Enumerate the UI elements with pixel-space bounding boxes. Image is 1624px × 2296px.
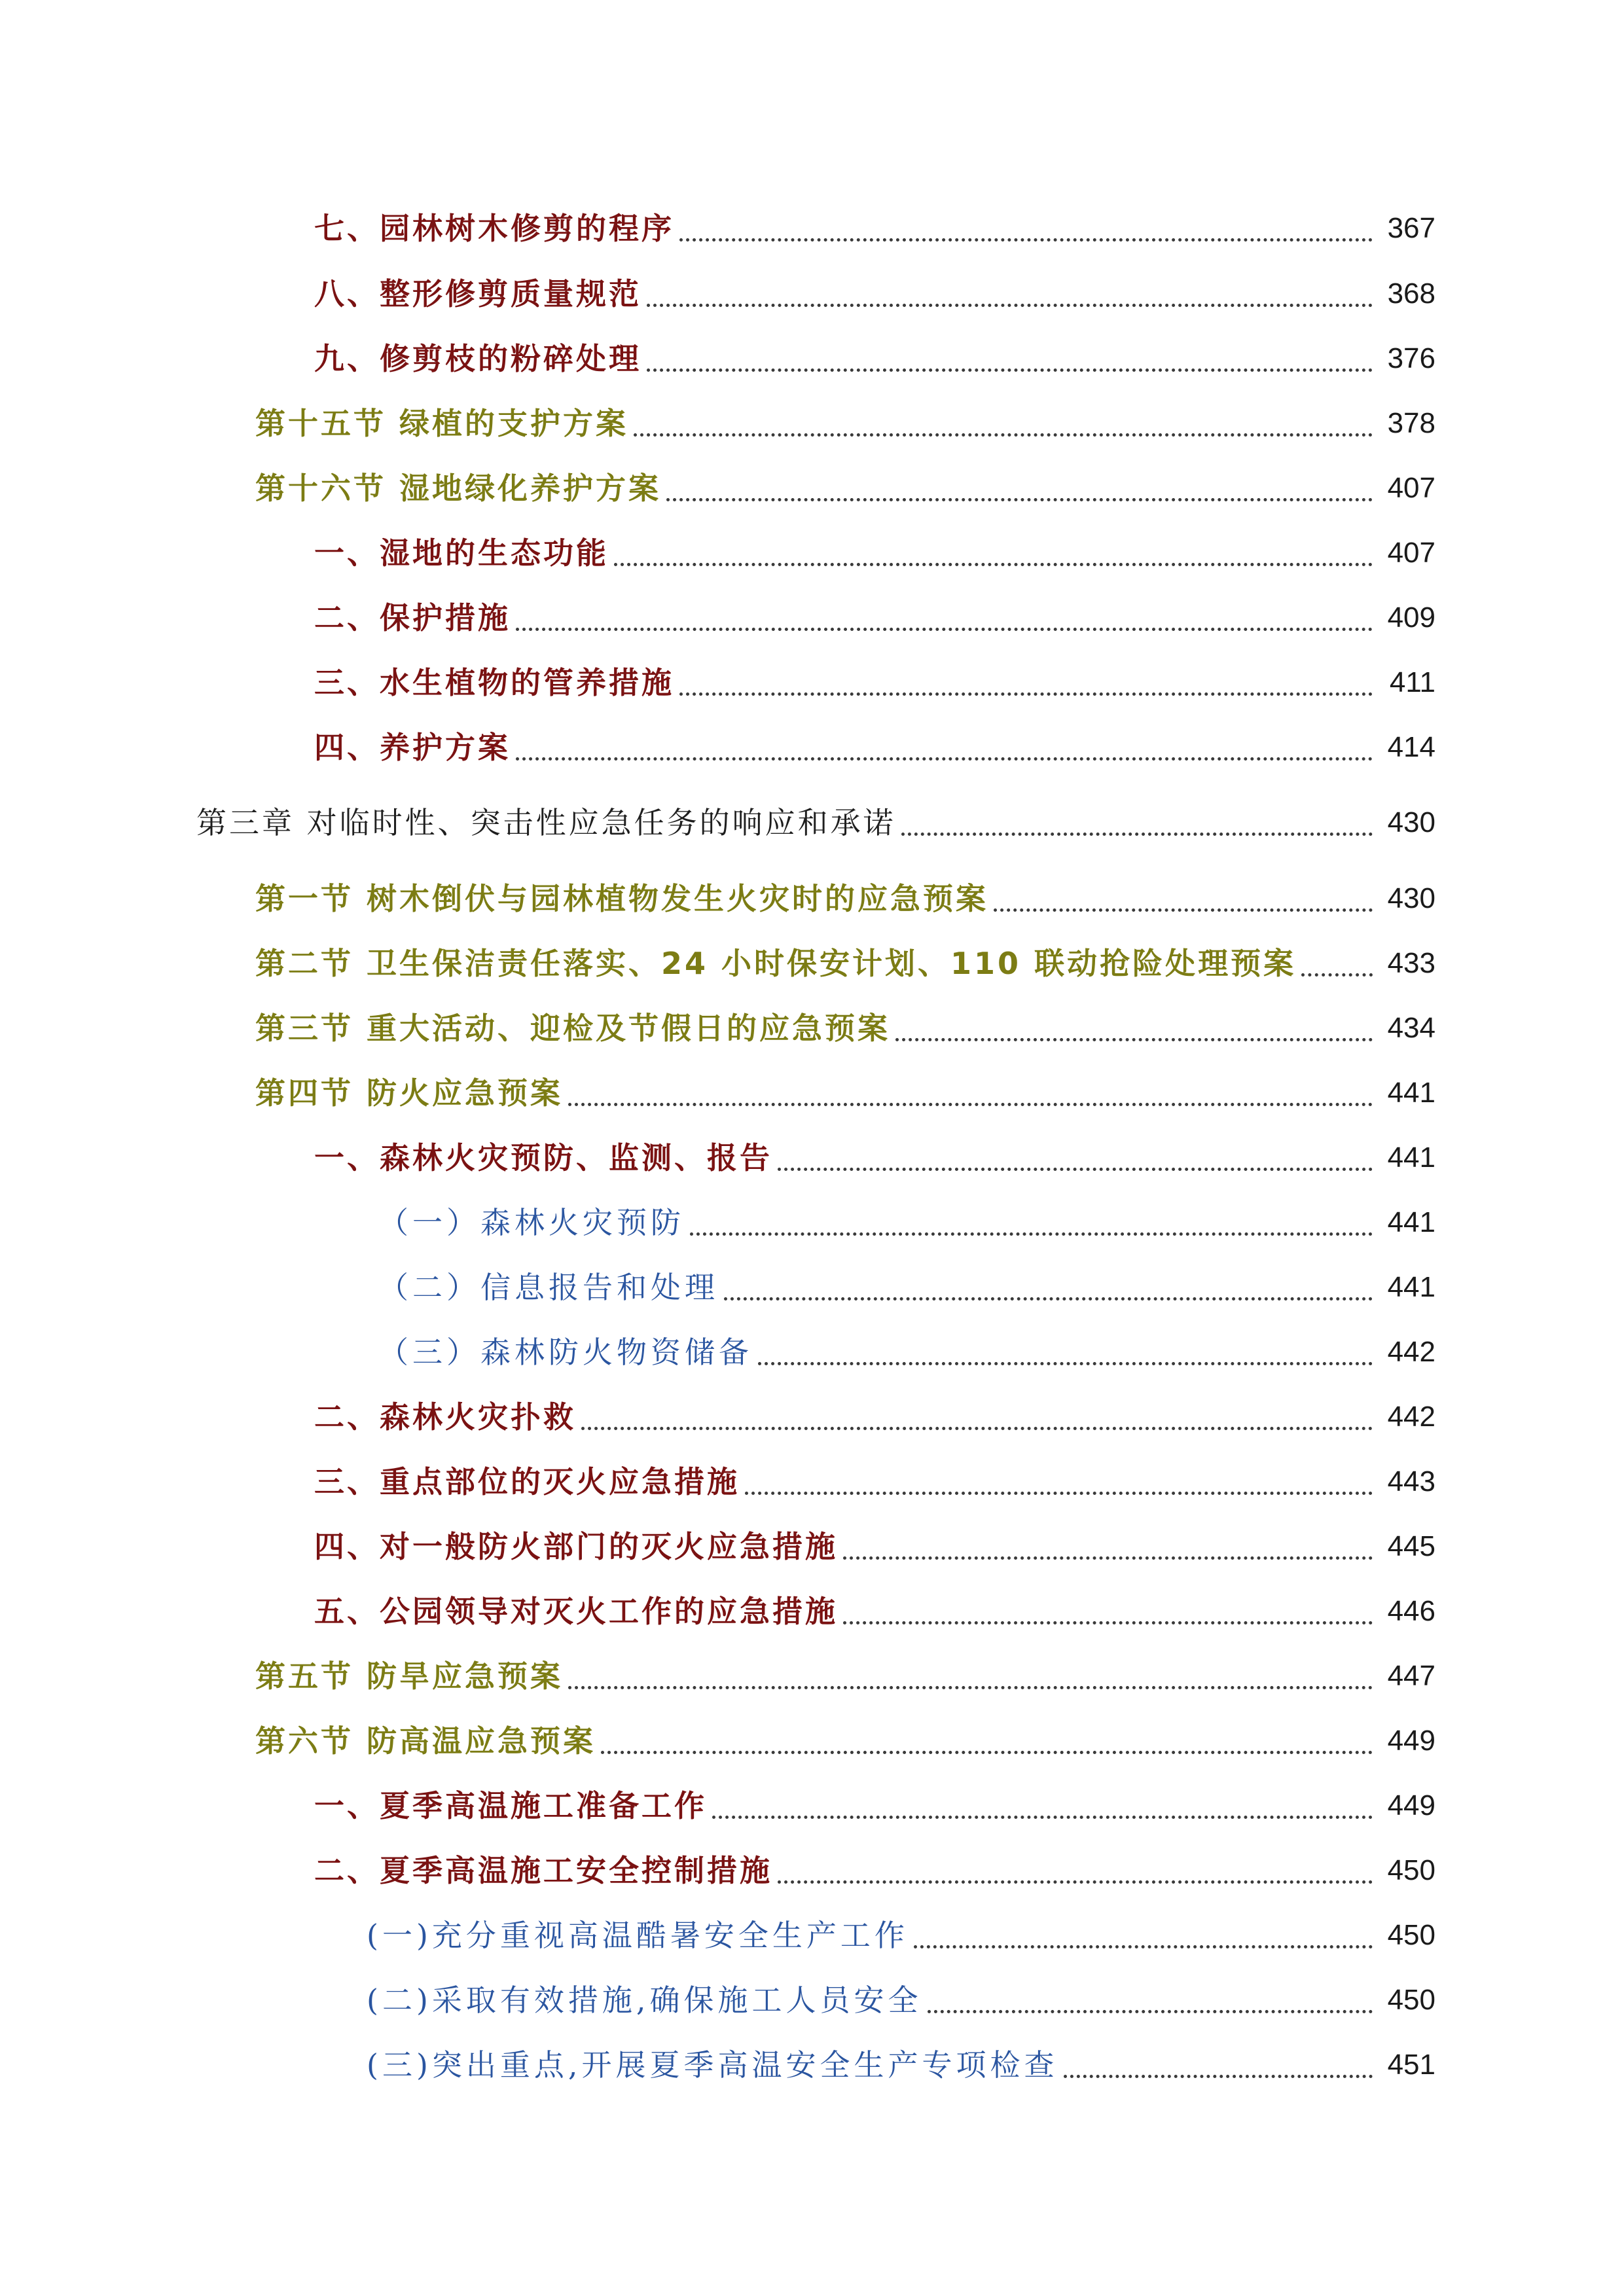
toc-entry[interactable] [255,395,1435,447]
toc-entry[interactable] [367,1907,1435,1959]
toc-entry-title: (一)充分重视高温酷暑安全生产工作 [367,1918,909,1953]
dot-leader [1064,2075,1373,2078]
toc-entry[interactable] [314,589,1435,641]
dot-leader [778,1168,1373,1171]
toc-entry[interactable] [314,1129,1435,1181]
toc-entry[interactable] [314,1842,1435,1894]
toc-entry[interactable] [378,1259,1435,1311]
toc-entry-page: 441 [1387,1077,1435,1109]
toc-entry-title: 七、园林树木修剪的程序 [314,211,674,246]
toc-entry-page: 367 [1387,212,1435,244]
toc-entry-title: 一、湿地的生态功能 [314,535,609,571]
toc-entry-title: 二、保护措施 [314,600,511,636]
toc-entry-page: 409 [1387,601,1435,634]
toc-entry-title: 四、养护方案 [314,730,511,765]
dot-leader [516,628,1373,631]
dot-leader [614,563,1373,566]
toc-entry-page: 376 [1387,342,1435,374]
toc-entry[interactable] [314,654,1435,706]
toc-entry[interactable] [255,999,1435,1052]
toc-entry-page: 445 [1387,1530,1435,1562]
toc-entry[interactable] [378,1194,1435,1246]
dot-leader [1301,973,1373,977]
toc-entry-title: 第三节 重大活动、迎检及节假日的应急预案 [255,1011,891,1046]
toc-entry-page: 378 [1387,407,1435,439]
toc-entry-page: 411 [1389,666,1435,698]
dot-leader [679,692,1373,696]
toc-entry-title: 第一节 树木倒伏与园林植物发生火灾时的应急预案 [255,881,989,916]
dot-leader [690,1232,1373,1236]
toc-entry-title: 一、森林火灾预防、监测、报告 [314,1140,772,1175]
toc-entry[interactable] [314,1388,1435,1441]
dot-leader [745,1492,1373,1495]
dot-leader [679,238,1373,242]
toc-entry[interactable] [255,1064,1435,1117]
toc-entry-page: 449 [1387,1789,1435,1821]
dot-leader [778,1880,1373,1884]
toc-entry-page: 441 [1387,1206,1435,1238]
toc-entry-title: 三、重点部位的灭火应急措施 [314,1464,740,1499]
toc-entry-title: 九、修剪枝的粉碎处理 [314,341,641,376]
toc-entry[interactable] [314,1777,1435,1829]
toc-entry-page: 446 [1387,1595,1435,1627]
toc-entry[interactable] [314,265,1435,317]
toc-entry-title: (二)采取有效措施,确保施工人员安全 [367,1982,922,2018]
toc-entry-page: 442 [1387,1336,1435,1368]
dot-leader [568,1686,1373,1689]
dot-leader [758,1362,1373,1365]
dot-leader [712,1816,1373,1819]
dot-leader [634,433,1373,437]
toc-entry-page: 450 [1387,1984,1435,2016]
toc-entry-title: 三、水生植物的管养措施 [314,665,674,700]
toc-entry[interactable] [314,1453,1435,1505]
toc-entry-title: 第四节 防火应急预案 [255,1075,564,1111]
dot-leader [895,1038,1373,1041]
toc-entry-page: 441 [1387,1141,1435,1174]
toc-entry-title: （一）森林火灾预防 [378,1205,685,1240]
toc-entry[interactable] [255,870,1435,922]
toc-entry-title: 八、整形修剪质量规范 [314,276,641,312]
toc-entry-title: （三）森林防火物资储备 [378,1335,753,1370]
toc-entry-title: 四、对一般防火部门的灭火应急措施 [314,1529,838,1564]
toc-entry-title: 第十六节 湿地绿化养护方案 [255,471,662,506]
toc-entry-title: 第三章 对临时性、突击性应急任务的响应和承诺 [196,805,896,840]
dot-leader [994,908,1373,912]
toc-entry[interactable] [378,1323,1435,1376]
toc-entry-page: 450 [1387,1854,1435,1886]
dot-leader [647,368,1373,372]
toc-entry-title: 第六节 防高温应急预案 [255,1723,596,1759]
toc-entry-title: 第十五节 绿植的支护方案 [255,406,629,441]
toc-entry-title: 一、夏季高温施工准备工作 [314,1788,707,1823]
toc-entry[interactable] [196,794,1435,846]
toc-entry[interactable] [255,1647,1435,1700]
toc-entry[interactable] [314,719,1435,771]
dot-leader [914,1945,1373,1948]
toc-entry[interactable] [314,1583,1435,1635]
dot-leader [843,1621,1373,1624]
toc-entry-page: 443 [1387,1465,1435,1498]
toc-entry-page: 449 [1387,1725,1435,1757]
toc-entry-title: (三)突出重点,开展夏季高温安全生产专项检查 [367,2047,1058,2083]
toc-entry-title: 五、公园领导对灭火工作的应急措施 [314,1594,838,1629]
toc-entry[interactable] [255,935,1435,987]
toc-entry[interactable] [255,1712,1435,1765]
dot-leader [581,1427,1373,1430]
toc-entry-page: 430 [1387,806,1435,838]
dot-leader [601,1751,1373,1754]
toc-entry-page: 430 [1387,882,1435,914]
toc-entry-page: 451 [1387,2049,1435,2081]
toc-entry-page: 441 [1387,1271,1435,1303]
toc-entry-page: 407 [1387,472,1435,504]
dot-leader [647,304,1373,307]
dot-leader [901,833,1373,836]
toc-entry[interactable] [314,1518,1435,1570]
dot-leader [568,1103,1373,1106]
dot-leader [843,1556,1373,1560]
dot-leader [666,498,1373,501]
toc-entry[interactable] [367,2036,1435,2089]
toc-entry[interactable] [314,200,1435,252]
toc-entry-title: 第二节 卫生保洁责任落实、24 小时保安计划、110 联动抢险处理预案 [255,946,1297,981]
toc-entry-page: 447 [1387,1660,1435,1692]
dot-leader [724,1297,1373,1300]
toc-entry-page: 433 [1387,947,1435,979]
toc-entry[interactable] [255,459,1435,512]
dot-leader [928,2010,1373,2013]
toc-entry-page: 414 [1387,731,1435,763]
toc-entry-title: 二、夏季高温施工安全控制措施 [314,1853,772,1888]
toc-entry-page: 407 [1387,537,1435,569]
toc-entry-title: （二）信息报告和处理 [378,1270,719,1305]
toc-entry-title: 第五节 防旱应急预案 [255,1659,564,1694]
toc-entry-page: 434 [1387,1012,1435,1044]
toc-entry-page: 368 [1387,278,1435,310]
toc-entry[interactable] [314,524,1435,577]
toc-entry-title: 二、森林火灾扑救 [314,1399,576,1435]
toc-entry-page: 442 [1387,1401,1435,1433]
toc-entry[interactable] [367,1971,1435,2024]
toc-entry[interactable] [314,330,1435,382]
toc-entry-page: 450 [1387,1919,1435,1951]
dot-leader [516,757,1373,761]
